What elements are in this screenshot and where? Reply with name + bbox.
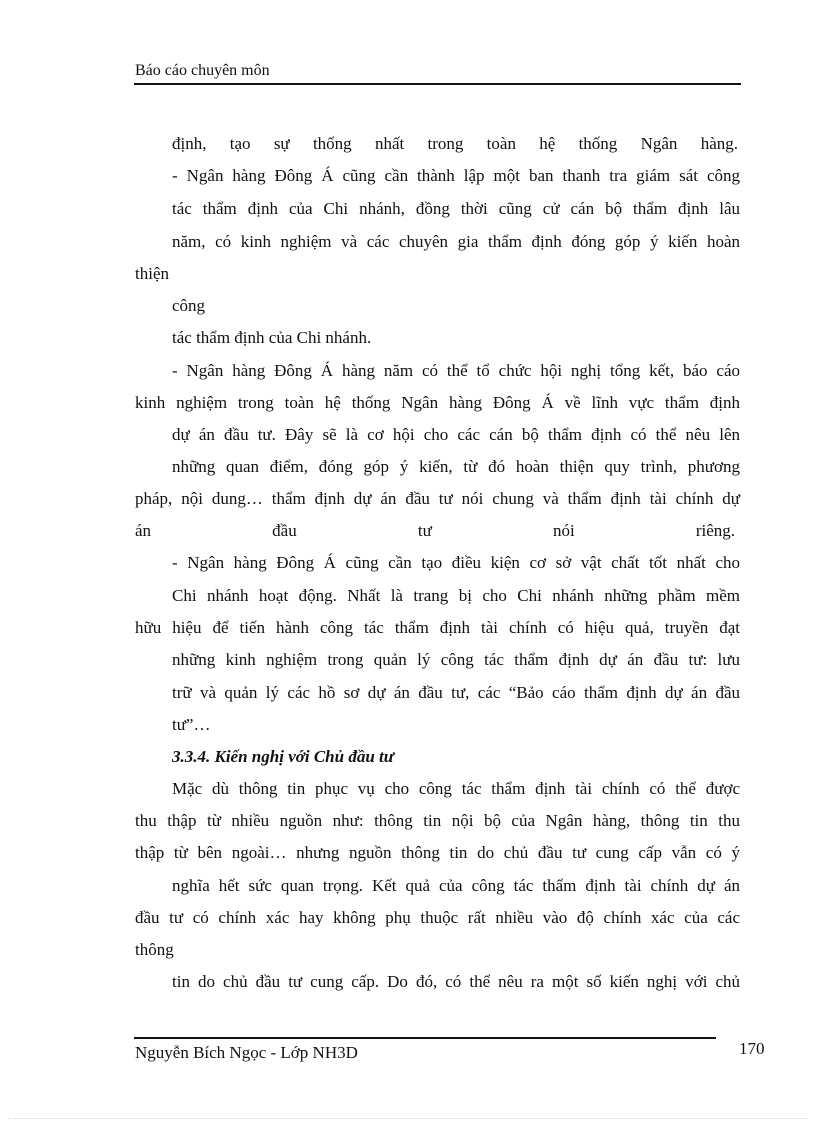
- section-heading: 3.3.4. Kiến nghị với Chủ đầu tư: [172, 747, 394, 766]
- body-line: án đầu tư nói riêng.: [135, 521, 735, 540]
- body-line: thiện: [135, 264, 169, 283]
- body-line: Chi nhánh hoạt động. Nhất là trang bị cho Chi nhánh những phầm mềm: [172, 586, 740, 605]
- footer-rule: [134, 1037, 716, 1039]
- body-line: những kinh nghiệm trong quản lý công tác thẩm định dự án đầu tư: lưu: [172, 650, 740, 669]
- body-line: thu thập từ nhiều nguồn như: thông tin nội bộ của Ngân hàng, thông tin thu: [135, 811, 740, 830]
- bottom-dotted-border: [8, 1118, 808, 1119]
- body-line: định, tạo sự thống nhất trong toàn hệ thống Ngân hàng.: [172, 134, 738, 153]
- body-line: tư”…: [172, 715, 211, 734]
- page-header-title: Báo cáo chuyên môn: [135, 62, 270, 79]
- body-line: trữ và quản lý các hồ sơ dự án đầu tư, các “Bảo cáo thẩm định dự án đầu: [172, 683, 740, 702]
- body-line: thập từ bên ngoài… nhưng nguồn thông tin do chủ đầu tư cung cấp vẫn có ý: [135, 843, 740, 862]
- body-line: Mặc dù thông tin phục vụ cho công tác thẩm định tài chính có thể được: [172, 779, 740, 798]
- footer-author: Nguyễn Bích Ngọc - Lớp NH3D: [135, 1043, 358, 1062]
- body-line: thông: [135, 940, 174, 959]
- body-line: - Ngân hàng Đông Á hàng năm có thể tổ chức hội nghị tổng kết, báo cáo: [172, 361, 740, 380]
- body-line: những quan điểm, đóng góp ý kiến, từ đó hoàn thiện quy trình, phương: [172, 457, 740, 476]
- body-line: nghĩa hết sức quan trọng. Kết quả của công tác thẩm định tài chính dự án: [172, 876, 740, 895]
- page-number: 170: [739, 1039, 765, 1058]
- body-line: kinh nghiệm trong toàn hệ thống Ngân hàng Đông Á về lĩnh vực thẩm định: [135, 393, 740, 412]
- body-line: hữu hiệu để tiến hành công tác thẩm định tài chính có hiệu quả, truyền đạt: [135, 618, 740, 637]
- body-line: dự án đầu tư. Đây sẽ là cơ hội cho các cán bộ thẩm định có thể nêu lên: [172, 425, 740, 444]
- body-line: tác thẩm định của Chi nhánh.: [172, 328, 372, 347]
- body-line: tin do chủ đầu tư cung cấp. Do đó, có thể nêu ra một số kiến nghị với chủ: [172, 972, 740, 991]
- header-rule: [134, 83, 741, 85]
- body-line: đầu tư có chính xác hay không phụ thuộc rất nhiều vào độ chính xác của các: [135, 908, 740, 927]
- body-line: - Ngân hàng Đông Á cũng cần thành lập một ban thanh tra giám sát công: [172, 166, 740, 185]
- body-line: công: [172, 296, 206, 315]
- body-line: tác thẩm định của Chi nhánh, đồng thời cũng cử cán bộ thẩm định lâu: [172, 199, 740, 218]
- body-line: năm, có kinh nghiệm và các chuyên gia thẩm định đóng góp ý kiến hoàn: [172, 232, 740, 251]
- body-line: - Ngân hàng Đông Á cũng cần tạo điều kiện cơ sở vật chất tốt nhất cho: [172, 553, 740, 572]
- body-line: pháp, nội dung… thẩm định dự án đầu tư nói chung và thẩm định tài chính dự: [135, 489, 740, 508]
